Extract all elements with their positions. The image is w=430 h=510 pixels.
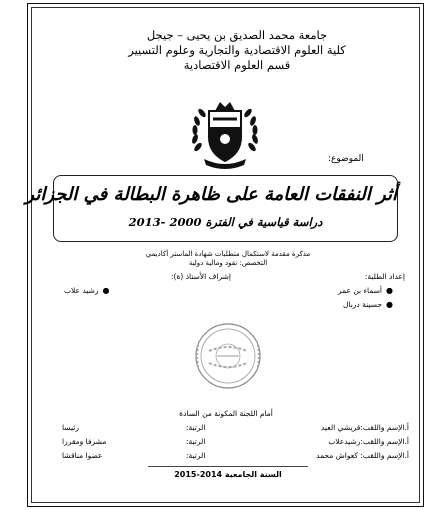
- prepared-by-label: إعداد الطلبة:: [364, 272, 405, 281]
- student-name: ●أسماء بن عمر: [337, 286, 393, 295]
- department-name: قسم العلوم الاقتصادية: [183, 58, 291, 72]
- thesis-subtitle: دراسة قياسية في الفترة 2000 -2013: [128, 215, 323, 229]
- bullet-icon: ●: [102, 286, 110, 295]
- committee-member-name: أ.الإسم واللقب:قريشي العيد: [321, 423, 409, 432]
- university-name: جامعة محمد الصديق بن يحيى – جيجل: [146, 28, 328, 42]
- specialty-line: التخصص: نقود ومالية دولية: [188, 259, 268, 267]
- university-emblem-icon: [182, 97, 268, 169]
- subject-label: الموضوع:: [328, 154, 364, 164]
- document-page: [27, 3, 424, 507]
- faculty-name: كلية العلوم الاقتصادية والتجارية وعلوم التسيير: [128, 43, 346, 57]
- student-name: ●حسينة دربال: [342, 300, 393, 309]
- committee-member-role: عضوا مناقشا: [62, 451, 103, 460]
- committee-member-rank: الرتبة:: [186, 437, 206, 446]
- committee-member-name: أ.الإسم واللقب:رشيدعلاب: [328, 437, 409, 446]
- supervisor-name: ●رشيد علاب: [64, 286, 110, 295]
- academic-year: السنة الجامعية 2014-2015: [174, 470, 282, 479]
- memo-line: مذكرة مقدمة لاستكمال متطلبات شهادة الماستر أكاديمي: [145, 250, 311, 258]
- committee-member-rank: الرتبة:: [186, 451, 206, 460]
- university-header: [107, 28, 367, 73]
- committee-member-role: مشرفا ومقررا: [62, 437, 107, 446]
- divider: [148, 466, 308, 467]
- memo-text: [108, 250, 348, 268]
- bullet-icon: ●: [386, 300, 393, 309]
- committee-member-role: رئيسا: [62, 423, 79, 432]
- committee-title: أمام اللجنة المكونة من السادة: [179, 409, 273, 418]
- thesis-title: أثر النفقات العامة على ظاهرة البطالة في الجزائر: [25, 184, 397, 205]
- official-stamp-icon: [193, 321, 263, 391]
- title-box: [25, 175, 398, 242]
- committee-member-rank: الرتبة:: [186, 423, 206, 432]
- committee-member-name: أ.الإسم واللقب: كعواش محمد: [316, 451, 409, 460]
- supervisor-label: إشراف الأستاذ (ة):: [171, 272, 231, 281]
- bullet-icon: ●: [386, 286, 393, 295]
